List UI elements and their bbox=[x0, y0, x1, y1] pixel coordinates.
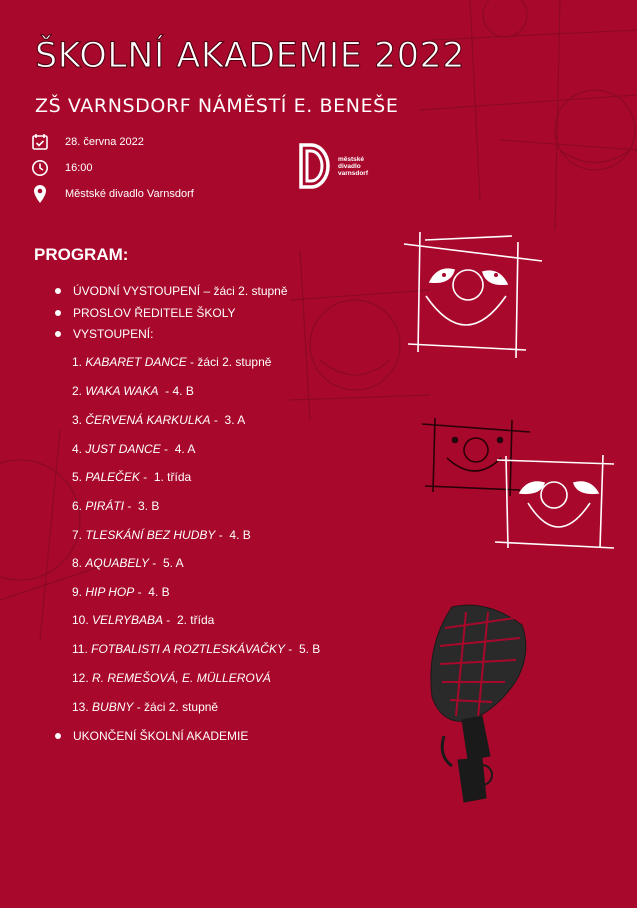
event-place: Městské divadlo Varnsdorf bbox=[65, 188, 194, 200]
calendar-icon bbox=[30, 132, 50, 152]
event-time: 16:00 bbox=[65, 162, 93, 174]
page-subtitle: ZŠ VARNSDORF NÁMĚSTÍ E. BENEŠE bbox=[35, 95, 399, 117]
performance-item: 1. KABARET DANCE - žáci 2. stupně bbox=[72, 355, 272, 369]
performance-item: 13. BUBNY - žáci 2. stupně bbox=[72, 700, 219, 714]
performance-item: 3. ČERVENÁ KARKULKA - 3. A bbox=[72, 413, 246, 427]
performance-item: 9. HIP HOP - 4. B bbox=[72, 585, 170, 599]
clock-icon bbox=[30, 158, 50, 178]
program-heading: PROGRAM: bbox=[34, 245, 129, 264]
event-date: 28. června 2022 bbox=[65, 136, 144, 148]
theatre-logo bbox=[298, 143, 378, 189]
performance-item: 6. PIRÁTI - 3. B bbox=[72, 499, 160, 513]
date-row bbox=[30, 132, 144, 152]
clown-face-illustration bbox=[404, 232, 542, 358]
microphone-illustration bbox=[431, 605, 526, 802]
time-row bbox=[30, 158, 93, 178]
performance-item: 11. FOTBALISTI A ROZTLESKÁVAČKY - 5. B bbox=[72, 642, 321, 656]
performance-item: 7. TLESKÁNÍ BEZ HUDBY - 4. B bbox=[72, 528, 251, 542]
performance-item: 10. VELRYBABA - 2. třída bbox=[72, 613, 215, 627]
bullet-icon bbox=[55, 288, 61, 294]
performance-item: 5. PALEČEK - 1. třída bbox=[72, 470, 192, 484]
place-row bbox=[30, 184, 194, 204]
performance-item: 8. AQUABELY - 5. A bbox=[72, 556, 184, 570]
performance-item: 4. JUST DANCE - 4. A bbox=[72, 442, 196, 456]
poster: ŠKOLNÍ AKADEMIE 2022 ZŠ VARNSDORF NÁMĚSTÍ E. BENEŠE 28. června 2022 16:00 Městské divadlo Varnsdorf městské divadlo varnsdorf PROGRAM: ÚVODNÍ VYSTOUPENÍ – žáci 2. stupně PROSLOV ŘEDITELE ŠKOLY VYSTOUPENÍ: 1. KABARET DANCE - žáci 2. stupně 2. WAKA WAKA - 4. B 3. ČERVENÁ KARKULKA - 3. A 4. JUST DANCE - 4. A 5. PALEČEK - 1. třída 6. PIRÁTI - 3. B 7. TLESKÁNÍ BEZ HUDBY - 4. B 8. AQUABELY - 5. A 9. HIP HOP - 4. B 10. VELRYBABA - 2. třída 11. FOTBALISTI A ROZTLESKÁVAČKY - 5. B 12. R. REMEŠOVÁ, E. MÜLLEROVÁ 13. BUBNY - žáci 2. stupně UKONČENÍ ŠKOLNÍ AKADEMIE bbox=[0, 0, 637, 908]
bullet-icon bbox=[55, 733, 61, 739]
bullet-icon bbox=[55, 310, 61, 316]
page-title: ŠKOLNÍ AKADEMIE 2022 bbox=[35, 36, 466, 76]
location-pin-icon bbox=[30, 184, 50, 204]
theatre-logo-text: městské divadlo varnsdorf bbox=[338, 155, 368, 177]
bullet-icon bbox=[55, 331, 61, 337]
clown-face-illustration bbox=[422, 418, 530, 496]
clown-face-illustration bbox=[495, 455, 614, 548]
theatre-logo-mark bbox=[298, 143, 332, 189]
performance-item: 2. WAKA WAKA - 4. B bbox=[72, 384, 194, 398]
performance-item: 12. R. REMEŠOVÁ, E. MÜLLEROVÁ bbox=[72, 671, 271, 685]
